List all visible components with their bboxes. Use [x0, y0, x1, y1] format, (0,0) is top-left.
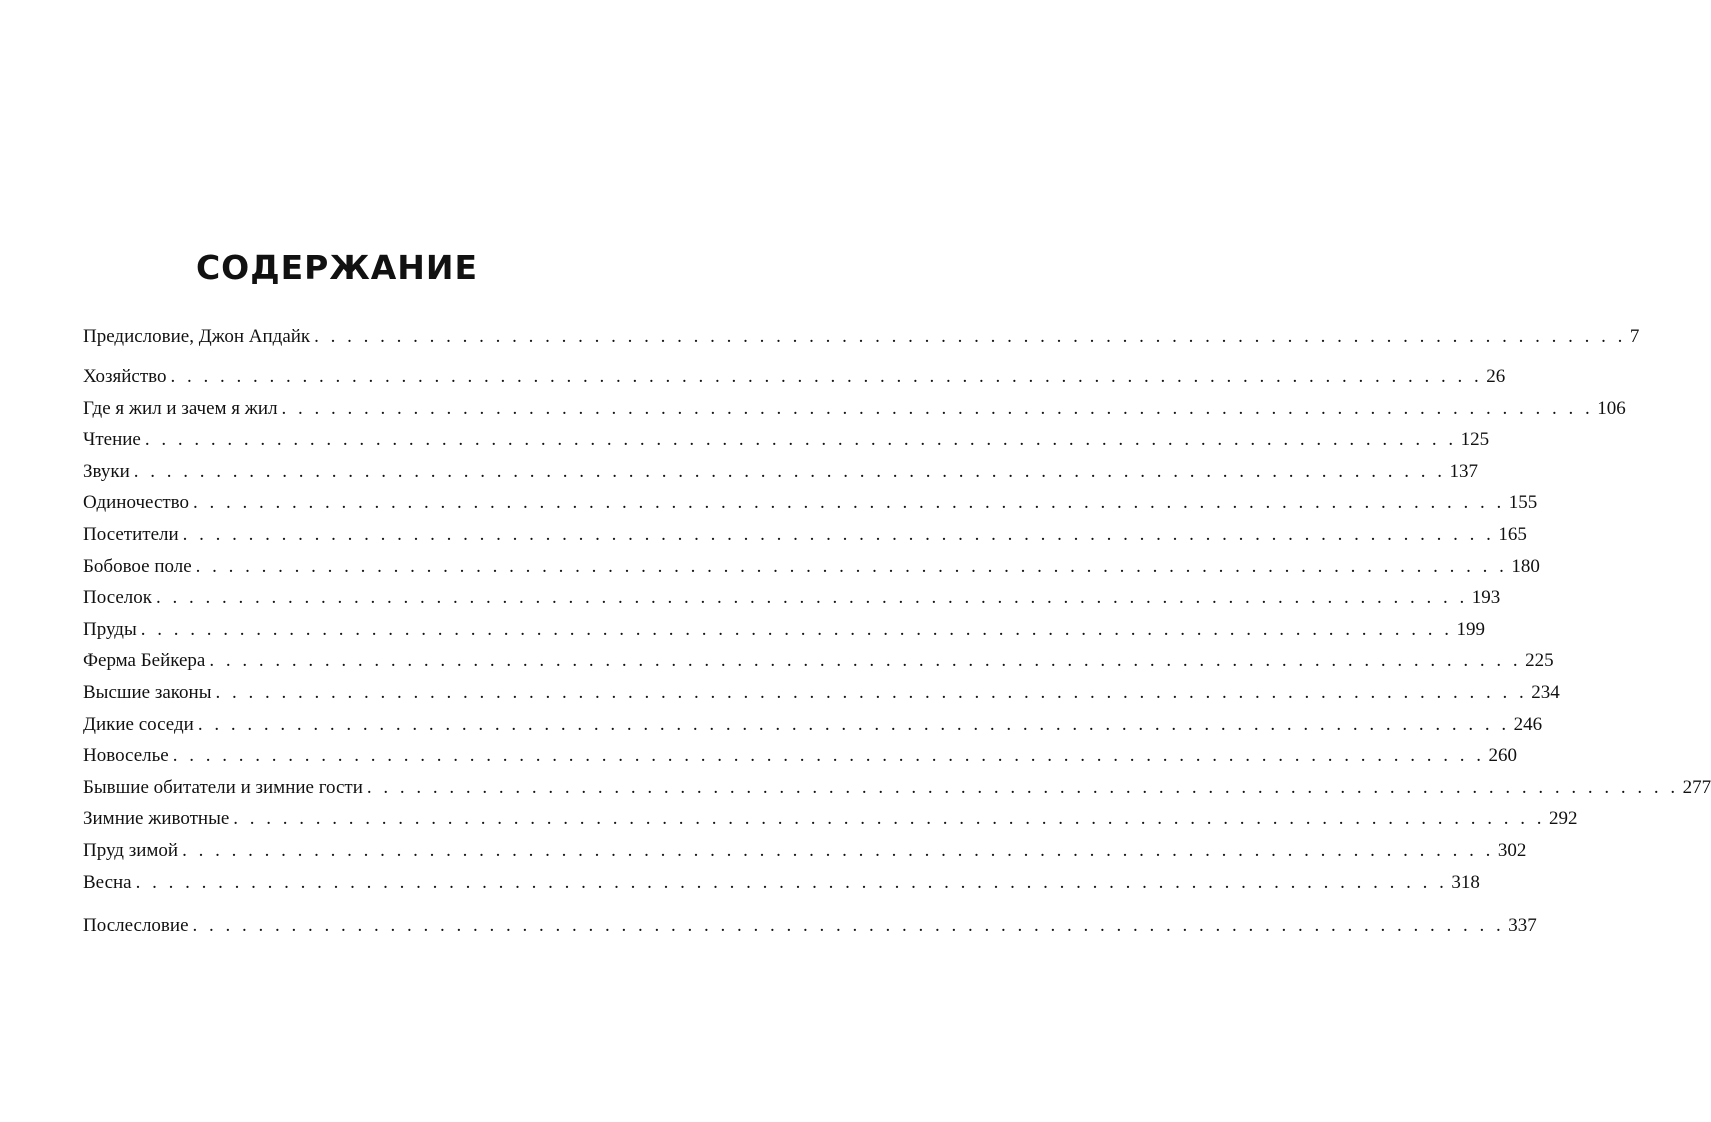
toc-entry-page-number: 199 [1456, 618, 1485, 640]
toc-entry [83, 456, 1478, 488]
dot-leader: . . . . . . . . . . . . . . . . . . . . . . . . . . . . . . . . . . . . . . . . . . . . . . . . . . . . . . . . . . . . . . . . . . . . . . . . . . . . . . . . [133, 460, 1446, 482]
toc-entry-label: Посетители [83, 523, 179, 545]
toc-entry-label: Пруд зимой [83, 839, 179, 861]
toc-entry [83, 393, 1626, 425]
dot-leader: . . . . . . . . . . . . . . . . . . . . . . . . . . . . . . . . . . . . . . . . . . . . . . . . . . . . . . . . . . . . . . . . . . . . . . . . . . . . . . . . [156, 587, 1468, 609]
toc-entry [83, 582, 1501, 614]
dot-leader: . . . . . . . . . . . . . . . . . . . . . . . . . . . . . . . . . . . . . . . . . . . . . . . . . . . . . . . . . . . . . . . . . . . . . . . . . . . . . . . . [281, 397, 1594, 419]
toc-entry-label: Предисловие, Джон Апдайк [83, 326, 311, 347]
dot-leader: . . . . . . . . . . . . . . . . . . . . . . . . . . . . . . . . . . . . . . . . . . . . . . . . . . . . . . . . . . . . . . . . . . . . . . . . . . . . . . . . [135, 871, 1448, 893]
toc-entry [83, 803, 1578, 835]
toc-entry-label: Поселок [83, 587, 153, 609]
toc-entry-page-number: 260 [1488, 745, 1517, 767]
dot-leader: . . . . . . . . . . . . . . . . . . . . . . . . . . . . . . . . . . . . . . . . . . . . . . . . . . . . . . . . . . . . . . . . . . . . . . . . . . . . . . . . [172, 745, 1485, 767]
dot-leader: . . . . . . . . . . . . . . . . . . . . . . . . . . . . . . . . . . . . . . . . . . . . . . . . . . . . . . . . . . . . . . . . . . . . . . . . . . . . . . . . [182, 839, 1494, 861]
dot-leader: . . . . . . . . . . . . . . . . . . . . . . . . . . . . . . . . . . . . . . . . . . . . . . . . . . . . . . . . . . . . . . . . . . . . . . . . . . . . . . . . [314, 326, 1626, 347]
toc-entry-label: Где я жил и зачем я жил [83, 397, 278, 419]
toc-entry [83, 551, 1540, 583]
toc-entry-page-number: 26 [1486, 366, 1506, 387]
toc-entry [83, 645, 1554, 677]
dot-leader: . . . . . . . . . . . . . . . . . . . . . . . . . . . . . . . . . . . . . . . . . . . . . . . . . . . . . . . . . . . . . . . . . . . . . . . . . . . . . . . . [233, 808, 1546, 830]
toc-entry [83, 487, 1538, 519]
toc-entry [83, 321, 1640, 353]
toc-entry-page-number: 277 [1682, 776, 1711, 798]
toc-entry-page-number: 302 [1497, 839, 1527, 861]
toc-entry-label: Высшие законы [83, 681, 212, 703]
toc-entry-page-number: 193 [1471, 587, 1501, 609]
toc-entry-label: Одиночество [83, 492, 190, 514]
toc-entry-page-number: 225 [1525, 650, 1554, 672]
toc-entry [83, 740, 1517, 772]
toc-entry-label: Дикие соседи [83, 713, 194, 735]
toc-chapters [83, 361, 1711, 898]
toc-entry-page-number: 155 [1508, 492, 1538, 514]
dot-leader: . . . . . . . . . . . . . . . . . . . . . . . . . . . . . . . . . . . . . . . . . . . . . . . . . . . . . . . . . . . . . . . . . . . . . . . . . . . . . . . . [192, 915, 1505, 936]
dot-leader: . . . . . . . . . . . . . . . . . . . . . . . . . . . . . . . . . . . . . . . . . . . . . . . . . . . . . . . . . . . . . . . . . . . . . . . . . . . . . . . . [366, 776, 1679, 798]
toc-entry-label: Пруды [83, 618, 137, 640]
toc-entry-page-number: 125 [1460, 429, 1490, 451]
toc-entry-page-number: 292 [1549, 808, 1578, 830]
toc-entry-page-number: 165 [1498, 523, 1527, 545]
toc-entry [83, 910, 1537, 942]
toc-entry [83, 835, 1527, 867]
toc-front-matter [83, 321, 1640, 353]
toc-entry-page-number: 137 [1449, 460, 1478, 482]
toc-entry-page-number: 106 [1597, 397, 1626, 419]
toc-entry-label: Бывшие обитатели и зимние гости [83, 776, 363, 798]
toc-entry-label: Весна [83, 871, 132, 893]
toc-entry-label: Чтение [83, 429, 141, 451]
toc-entry-page-number: 180 [1511, 555, 1540, 577]
toc-entry [83, 614, 1485, 646]
dot-leader: . . . . . . . . . . . . . . . . . . . . . . . . . . . . . . . . . . . . . . . . . . . . . . . . . . . . . . . . . . . . . . . . . . . . . . . . . . . . . . . . [182, 523, 1495, 545]
toc-entry [83, 677, 1560, 709]
toc-entry-label: Зимние животные [83, 808, 230, 830]
toc-entry-label: Звуки [83, 460, 130, 482]
toc-entry [83, 772, 1711, 804]
toc-entry [83, 867, 1480, 899]
toc-entry-label: Ферма Бейкера [83, 650, 206, 672]
toc-entry-page-number: 318 [1451, 871, 1480, 893]
toc-entry-label: Хозяйство [83, 366, 167, 387]
dot-leader: . . . . . . . . . . . . . . . . . . . . . . . . . . . . . . . . . . . . . . . . . . . . . . . . . . . . . . . . . . . . . . . . . . . . . . . . . . . . . . . . [193, 492, 1505, 514]
toc-back-matter [83, 910, 1537, 942]
toc-entry-page-number: 7 [1629, 326, 1640, 347]
dot-leader: . . . . . . . . . . . . . . . . . . . . . . . . . . . . . . . . . . . . . . . . . . . . . . . . . . . . . . . . . . . . . . . . . . . . . . . . . . . . . . . . [195, 555, 1508, 577]
toc-entry-label: Новоселье [83, 745, 169, 767]
toc-entry-page-number: 234 [1531, 681, 1560, 703]
dot-leader: . . . . . . . . . . . . . . . . . . . . . . . . . . . . . . . . . . . . . . . . . . . . . . . . . . . . . . . . . . . . . . . . . . . . . . . . . . . . . . . . [215, 681, 1528, 703]
toc-entry-label: Послесловие [83, 915, 189, 936]
dot-leader: . . . . . . . . . . . . . . . . . . . . . . . . . . . . . . . . . . . . . . . . . . . . . . . . . . . . . . . . . . . . . . . . . . . . . . . . . . . . . . . . [197, 713, 1510, 735]
dot-leader: . . . . . . . . . . . . . . . . . . . . . . . . . . . . . . . . . . . . . . . . . . . . . . . . . . . . . . . . . . . . . . . . . . . . . . . . . . . . . . . . [144, 429, 1457, 451]
toc-entry [83, 519, 1527, 551]
toc-entry [83, 361, 1506, 393]
dot-leader: . . . . . . . . . . . . . . . . . . . . . . . . . . . . . . . . . . . . . . . . . . . . . . . . . . . . . . . . . . . . . . . . . . . . . . . . . . . . . . . . [209, 650, 1522, 672]
toc-entry [83, 709, 1543, 741]
toc-entry-label: Бобовое поле [83, 555, 192, 577]
dot-leader: . . . . . . . . . . . . . . . . . . . . . . . . . . . . . . . . . . . . . . . . . . . . . . . . . . . . . . . . . . . . . . . . . . . . . . . . . . . . . . . . [170, 366, 1483, 387]
toc-entry-page-number: 246 [1513, 713, 1543, 735]
dot-leader: . . . . . . . . . . . . . . . . . . . . . . . . . . . . . . . . . . . . . . . . . . . . . . . . . . . . . . . . . . . . . . . . . . . . . . . . . . . . . . . . [140, 618, 1453, 640]
toc-title: СОДЕРЖАНИЕ [195, 248, 479, 287]
toc-entry-page-number: 337 [1508, 915, 1537, 936]
toc-entry [83, 424, 1490, 456]
